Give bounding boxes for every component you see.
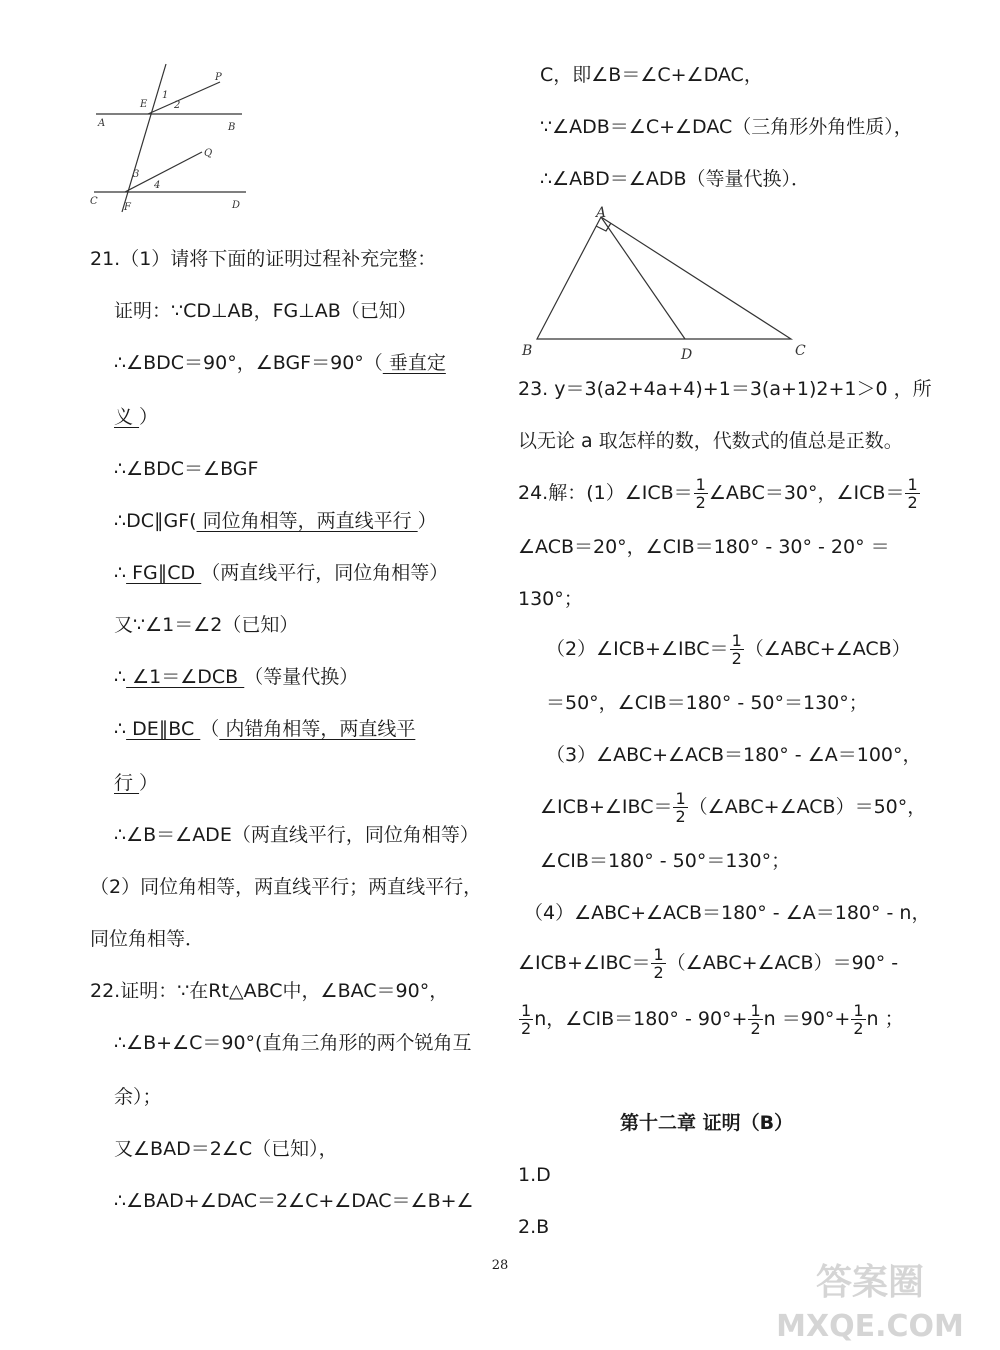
proof-line-6-text: ∴ [114,562,127,584]
label-3: 3 [133,169,140,180]
proof-line-2-text: ∴∠BDC＝90°，∠BGF＝90°（ [114,352,383,374]
proof-line-10 [114,770,158,796]
label-c: C [795,343,806,359]
fraction-numerator: 1 [731,631,742,650]
fraction-half [651,946,665,981]
label-b: B [522,343,533,359]
q22-line-7: ∴∠ABD＝∠ADB（等量代换）． [540,168,810,190]
q24-line-1 [518,476,921,511]
q24-line-1-text-b: ∠ABC＝30°，∠ICB＝ [708,482,905,504]
watermark-logo [750,1254,990,1346]
answer-blank: 义 [114,406,140,428]
fraction-half [519,1002,533,1037]
proof-line-5-text: ∴DC∥GF( [114,510,197,532]
fraction-denominator: 2 [521,1019,532,1038]
fraction-numerator: 1 [907,475,918,494]
proof-line-8-suffix: （等量代换） [244,666,359,688]
q23-line-1: 23. y＝3(a2+4a+4)+1＝3(a+1)2+1＞0 ，所 [518,378,932,400]
q22-line-5: C，即∠B＝∠C+∠DAC， [540,64,763,86]
q24-line-4-text: （2）∠ICB+∠IBC＝ [546,638,729,660]
fraction-numerator: 1 [675,789,686,808]
answer-blank: ∠1＝∠DCB [126,666,245,688]
q22-heading: 22.证明：∵在Rt△ABC中，∠BAC＝90°， [90,980,449,1002]
q24-line-7 [540,790,926,825]
fraction-denominator: 2 [653,963,664,982]
q24-line-11 [518,1002,904,1037]
proof-line-5-suffix: ） [417,510,437,532]
q24-line-5: ＝50°，∠CIB＝180° - 50°＝130°； [546,692,868,714]
fraction-numerator: 1 [750,1001,761,1020]
q22-line-4: ∴∠BAD+∠DAC＝2∠C+∠DAC＝∠B+∠ [114,1190,474,1212]
q24-line-2: ∠ACB＝20°，∠CIB＝180° - 30° - 20° ＝ [518,536,890,558]
fraction-numerator: 1 [521,1001,532,1020]
label-2: 2 [174,100,181,111]
label-p: P [215,72,222,83]
label-a: A [98,118,106,129]
fraction-half [730,632,744,667]
q21-heading [90,246,436,272]
fraction-numerator: 1 [853,1001,864,1020]
triangle-abc [537,217,791,339]
q24-line-4 [546,632,911,667]
q24-line-11-text: n，∠CIB＝180° - 90°+ [534,1008,748,1030]
label-q: Q [204,148,213,159]
proof-line-5 [114,508,437,534]
q24-line-10-text: ∠ICB+∠IBC＝ [518,952,651,974]
proof-line-9-text: ∴ [114,718,127,740]
q21-part2-cont: 同位角相等． [90,928,205,950]
right-angle-mark [596,223,611,231]
label-1: 1 [162,90,169,101]
page-number: 28 [491,1258,509,1273]
label-d: D [232,200,241,211]
q21-heading-text: 21.（1）请将下面的证明过程补充完整： [90,248,437,270]
fraction-denominator: 2 [675,807,686,826]
label-a: A [596,205,607,221]
answer-blank: 垂直定 [382,352,446,374]
proof-line-6-suffix: （两直线平行，同位角相等） [201,562,449,584]
q23-line-2: 以无论 a 取怎样的数，代数式的值总是正数。 [518,430,903,452]
watermark-top: 答案圈 [815,1262,925,1303]
proof-line-9-mid: （ [200,718,220,740]
fraction-denominator: 2 [695,493,706,512]
answer-1: 1.D [518,1164,551,1186]
chapter-heading: 第十二章 证明（B） [620,1112,794,1134]
proof-line-10-suffix: ） [139,772,159,794]
fraction-half [673,790,687,825]
q24-line-7-text-b: （∠ABC+∠ACB）＝50°， [688,796,927,818]
fraction-denominator: 2 [853,1019,864,1038]
q22-line-1: ∴∠B+∠C＝90°(直角三角形的两个锐角互 [114,1032,472,1054]
label-e: E [140,99,148,110]
q24-line-11-text-b: n ＝90°+ [763,1008,851,1030]
proof-line-9 [114,716,415,742]
q24-line-10 [518,946,898,981]
answer-blank: 同位角相等，两直线平行 [196,510,418,532]
q24-line-7-text: ∠ICB+∠IBC＝ [540,796,673,818]
proof-line-8-text: ∴ [114,666,127,688]
fraction-denominator: 2 [750,1019,761,1038]
label-c: C [90,196,98,207]
q24-line-11-text-c: n ； [866,1008,904,1030]
proof-line-1: 证明：∵CD⊥AB，FG⊥AB（已知） [114,300,417,322]
fraction-half [905,476,919,511]
q22-line-2: 余）； [114,1086,162,1108]
figure-right-triangle [515,205,815,365]
label-f: F [124,202,131,213]
q24-line-8: ∠CIB＝180° - 50°＝130°； [540,850,791,872]
figure-parallel-lines [88,60,258,220]
q22-line-3: 又∠BAD＝2∠C（已知）， [114,1138,338,1160]
answer-blank: 内错角相等，两直线平 [219,718,416,740]
proof-line-7: 又∵∠1＝∠2（已知） [114,614,299,636]
answer-blank: FG∥CD [126,562,202,584]
fraction-denominator: 2 [907,493,918,512]
fraction-denominator: 2 [731,649,742,668]
proof-line-11: ∴∠B＝∠ADE（两直线平行，同位角相等） [114,824,479,846]
q24-line-4-text-b: （∠ABC+∠ACB） [744,638,911,660]
q24-line-10-text-b: （∠ABC+∠ACB）＝90° - [666,952,899,974]
q24-line-3: 130°； [518,588,583,610]
fraction-numerator: 1 [695,475,706,494]
proof-line-2 [114,350,446,376]
label-d: D [681,347,693,363]
q24-line-9: （4）∠ABC+∠ACB＝180° - ∠A＝180° - n， [524,902,931,924]
fraction-half [748,1002,762,1037]
segment-ad [601,217,685,339]
fraction-half [851,1002,865,1037]
answer-2: 2.B [518,1216,550,1238]
fraction-half [694,476,708,511]
answer-blank: DE∥BC [126,718,201,740]
proof-line-6 [114,560,448,586]
q24-line-1-text: 24.解：(1）∠ICB＝ [518,482,693,504]
label-b: B [228,122,236,133]
proof-line-3 [114,404,158,430]
proof-line-3-text: ） [139,406,159,428]
answer-blank: 行 [114,772,140,794]
q24-line-6: （3）∠ABC+∠ACB＝180° - ∠A＝100°， [546,744,922,766]
q22-line-6: ∵∠ADB＝∠C+∠DAC（三角形外角性质）， [540,116,913,138]
proof-line-4: ∴∠BDC＝∠BGF [114,458,259,480]
label-4: 4 [154,180,161,191]
watermark-bottom: MXQE.COM [776,1309,964,1344]
fraction-numerator: 1 [653,945,664,964]
q21-part2: （2）同位角相等，两直线平行；两直线平行， [90,876,483,898]
proof-line-8 [114,664,358,690]
